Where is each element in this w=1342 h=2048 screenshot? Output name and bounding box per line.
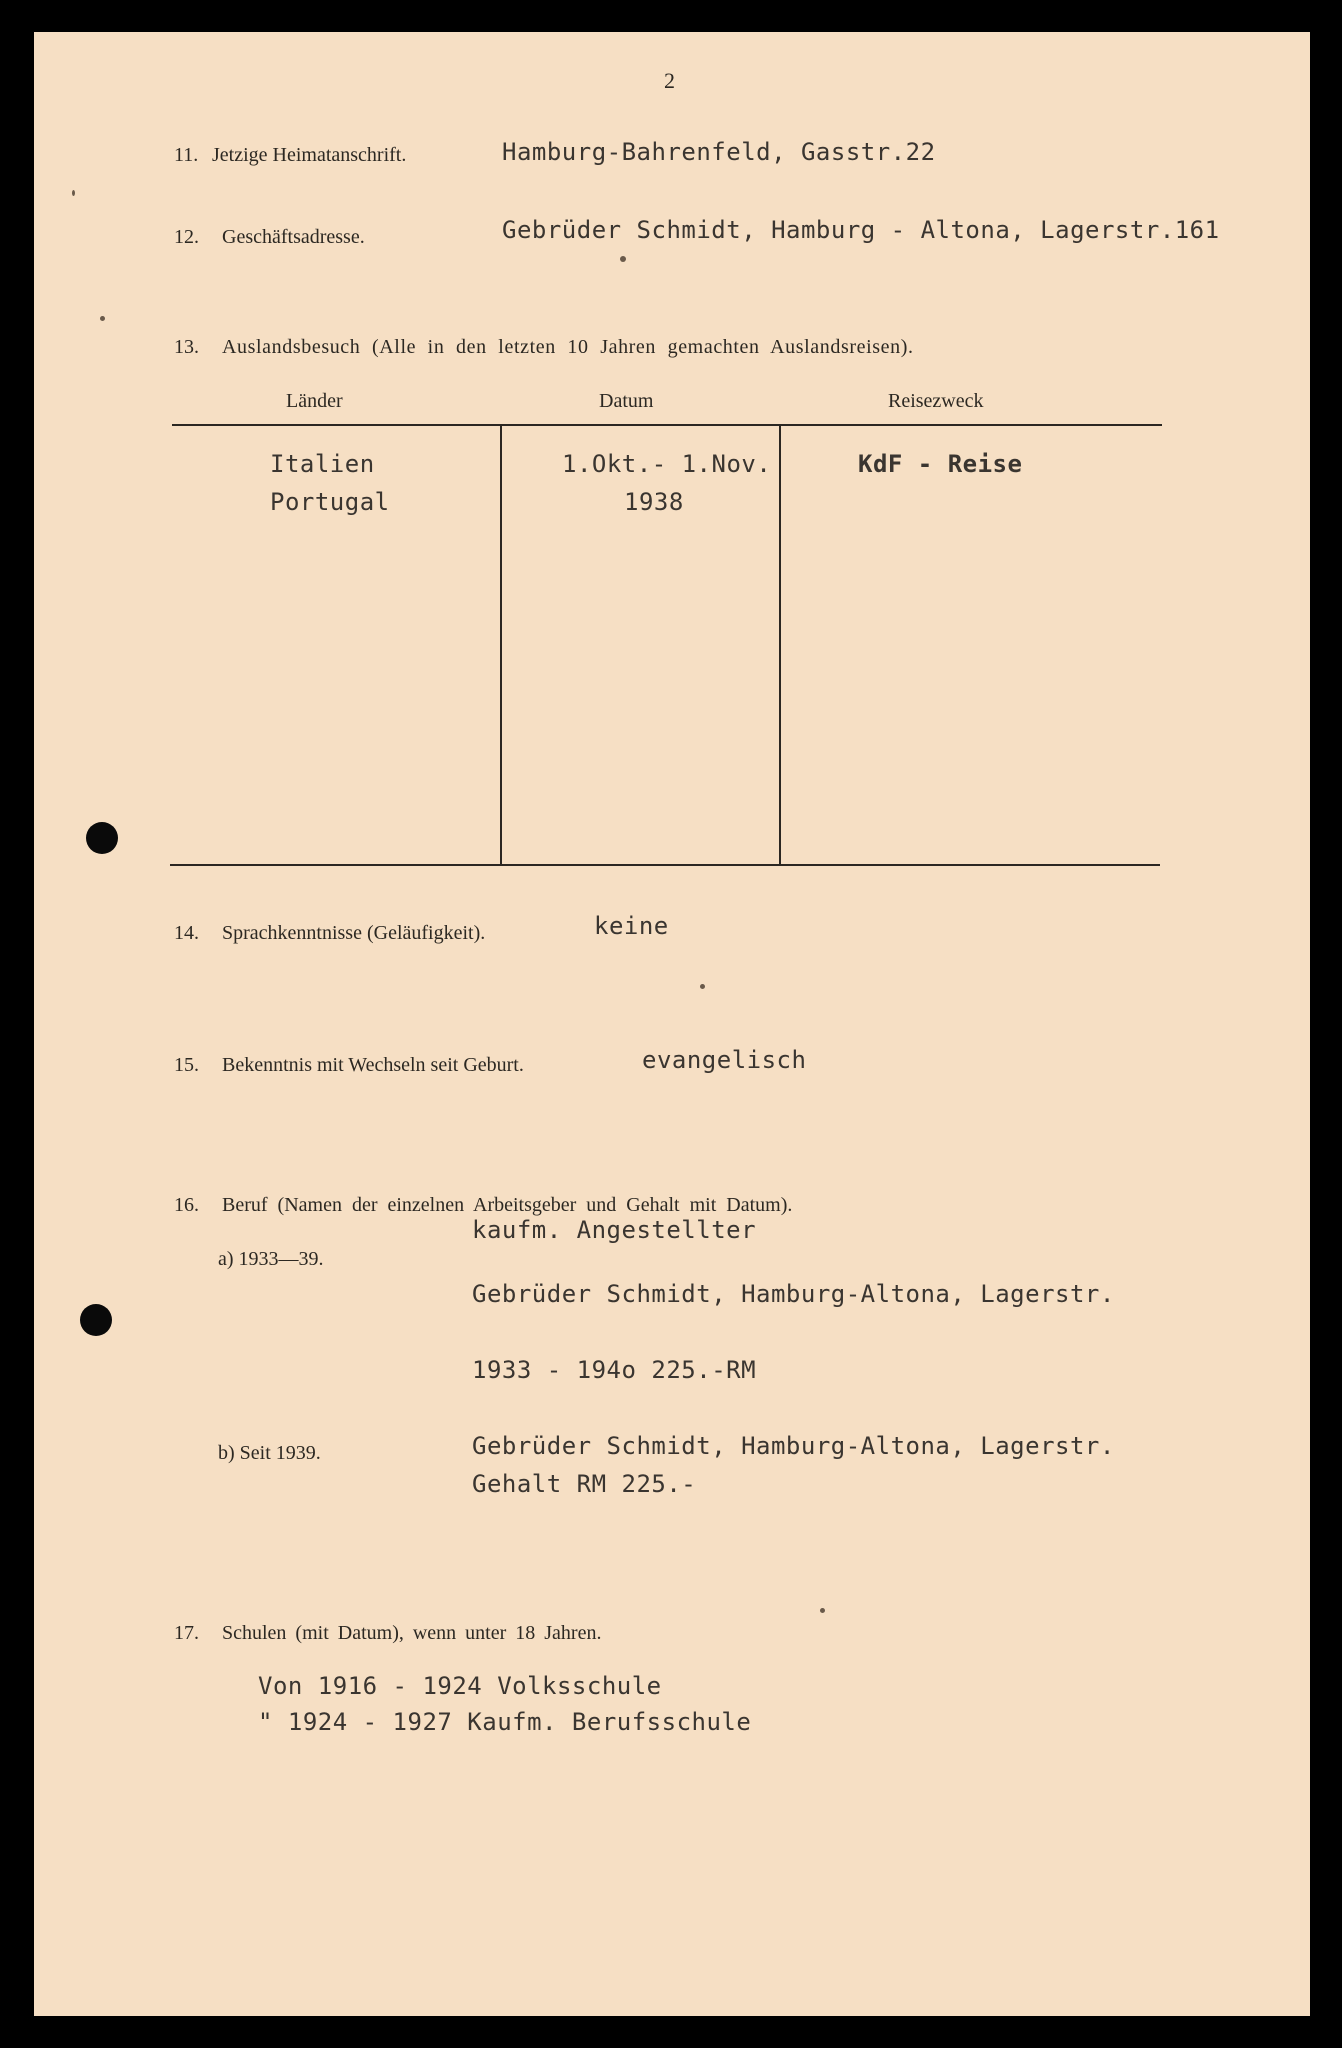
table-top-rule: [172, 424, 1162, 426]
country-italien: Italien: [270, 450, 375, 478]
item-16b-label: b) Seit 1939.: [218, 1442, 321, 1464]
column-header-reisezweck: Reisezweck: [888, 390, 984, 412]
item-15-value: evangelisch: [642, 1046, 807, 1074]
item-17-label: Schulen (mit Datum), wenn unter 18 Jahren.: [222, 1622, 602, 1644]
paper-speck: [820, 1608, 825, 1613]
item-13-label: Auslandsbesuch (Alle in den letzten 10 Jahren gemachten Auslandsreisen).: [222, 336, 914, 358]
travel-date-range: 1.Okt.- 1.Nov.: [562, 450, 772, 478]
item-15-number: 15.: [174, 1054, 199, 1076]
travel-date-year: 1938: [624, 488, 684, 516]
item-14-label: Sprachkenntnisse (Geläufigkeit).: [222, 922, 486, 944]
column-header-laender: Länder: [286, 390, 343, 412]
paper-speck: [72, 190, 75, 196]
paper-speck: [100, 316, 105, 321]
item-15-label: Bekenntnis mit Wechseln seit Geburt.: [222, 1054, 524, 1076]
item-11-label: Jetzige Heimatanschrift.: [212, 144, 407, 166]
item-12-label: Geschäftsadresse.: [222, 226, 365, 248]
item-17-line-2: " 1924 - 1927 Kaufm. Berufsschule: [258, 1708, 752, 1736]
item-11-number: 11.: [174, 144, 199, 166]
item-17-number: 17.: [174, 1622, 199, 1644]
item-16a-line-1: kaufm. Angestellter: [472, 1216, 757, 1244]
item-14-value: keine: [594, 912, 669, 940]
item-16a-label: a) 1933—39.: [218, 1248, 324, 1270]
item-16-number: 16.: [174, 1194, 199, 1216]
item-14-number: 14.: [174, 922, 199, 944]
item-16b-line-2: Gehalt RM 225.-: [472, 1470, 697, 1498]
table-divider-2: [779, 426, 781, 864]
item-13-number: 13.: [174, 336, 199, 358]
table-divider-1: [500, 426, 502, 864]
item-16b-line-1: Gebrüder Schmidt, Hamburg-Altona, Lagerstr.: [472, 1432, 1115, 1460]
item-16-label: Beruf (Namen der einzelnen Arbeitsgeber und Gehalt mit Datum).: [222, 1194, 793, 1216]
paper-speck: [700, 984, 705, 989]
punch-hole-lower: [80, 1304, 112, 1336]
country-portugal: Portugal: [270, 488, 390, 516]
table-bottom-rule: [170, 864, 1160, 866]
item-16a-line-3: 1933 - 194o 225.-RM: [472, 1356, 757, 1384]
item-12-value: Gebrüder Schmidt, Hamburg - Altona, Lagerstr.161: [502, 216, 1220, 244]
column-header-datum: Datum: [599, 390, 654, 412]
paper-speck: [620, 256, 626, 262]
document-page: [34, 32, 1310, 2016]
page-number: 2: [664, 68, 675, 93]
punch-hole-upper: [86, 822, 118, 854]
item-11-value: Hamburg-Bahrenfeld, Gasstr.22: [502, 138, 936, 166]
item-17-line-1: Von 1916 - 1924 Volksschule: [258, 1672, 662, 1700]
item-16a-line-2: Gebrüder Schmidt, Hamburg-Altona, Lagerstr.: [472, 1280, 1115, 1308]
travel-purpose: KdF - Reise: [858, 450, 1023, 478]
item-12-number: 12.: [174, 226, 199, 248]
